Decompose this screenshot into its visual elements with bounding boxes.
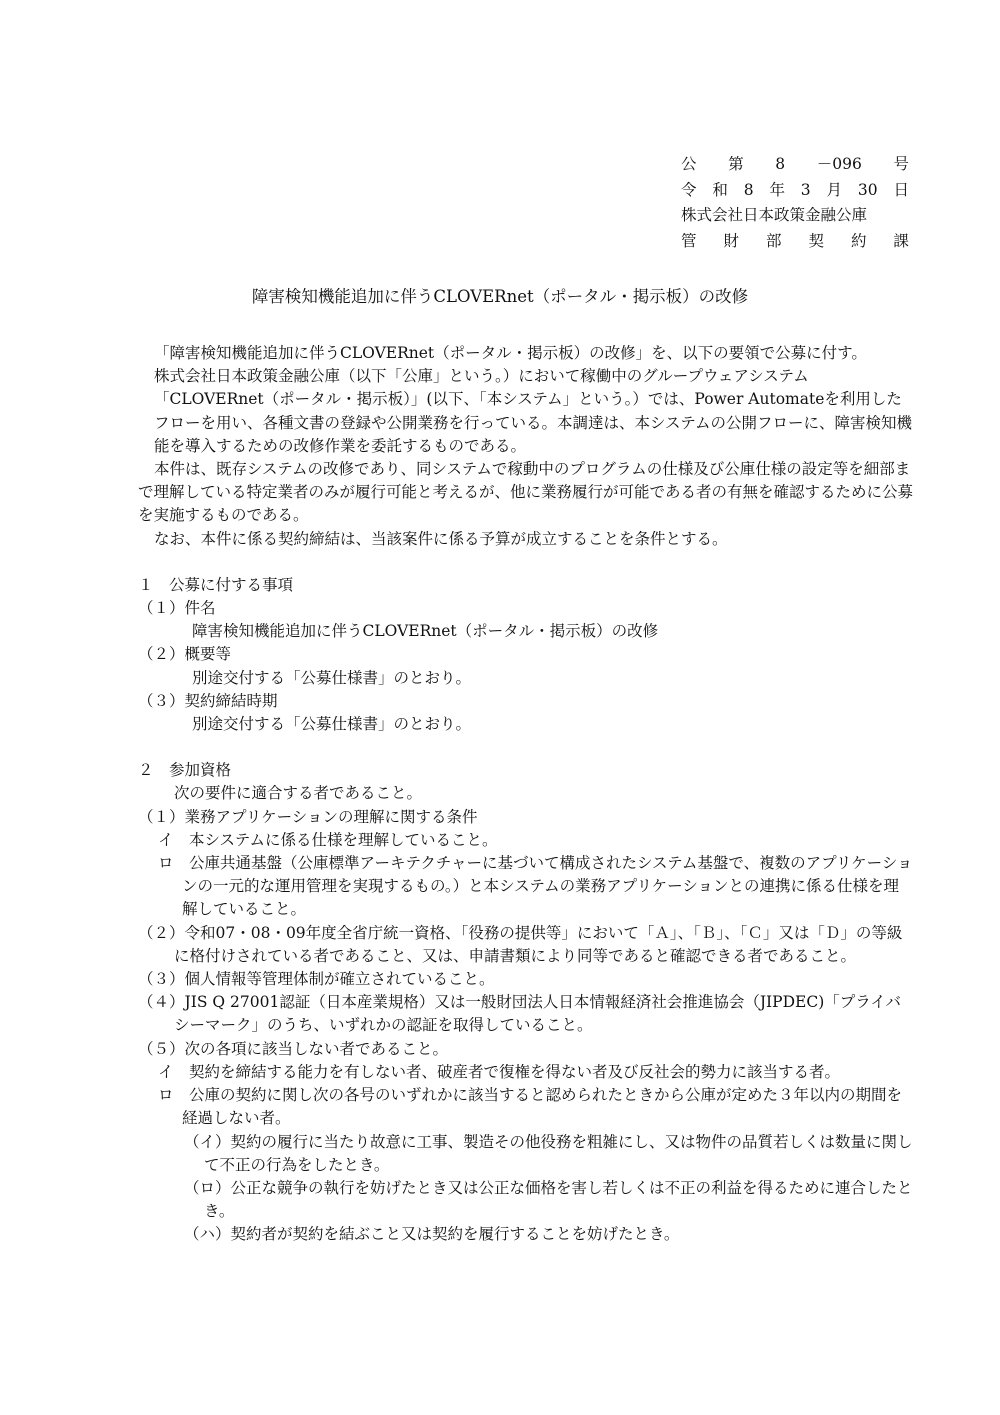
- sub-sub-item: （ハ）契約者が契約を結ぶこと又は契約を履行することを妨げたとき。: [184, 1225, 680, 1244]
- section-lead: 次の要件に適合する者であること。: [174, 784, 423, 803]
- sub-item: イ 契約を締結する能力を有しない者、破産者で復権を得ない者及び反社会的勢力に該当する者。: [158, 1062, 841, 1081]
- intro-paragraph: 「障害検知機能追加に伴うCLOVERnet（ポータル・掲示板）の改修」を、以下の要領で公募に付す。: [154, 344, 867, 362]
- intro-paragraph: なお、本件に係る契約締結は、当該案件に係る予算が成立することを条件とする。: [154, 529, 728, 548]
- document-body: [138, 342, 913, 1247]
- qualification-item: （３）個人情報等管理体制が確立されていること。: [138, 970, 495, 989]
- item-label: （１）業務アプリケーションの理解に関する条件: [138, 807, 478, 826]
- sub-sub-item: （イ）契約の履行に当たり故意に工事、製造その他役務を粗雑にし、又は物件の品質若しくは数量に関して不正の行為をしたとき。: [184, 1132, 913, 1174]
- document-number: 公 第 8 －096 号: [681, 155, 909, 173]
- sub-item: ロ 公庫の契約に関し次の各号のいずれかに該当すると認められたときから公庫が定めた３年以内の期間を経過しない者。: [158, 1086, 903, 1128]
- item-text: 別途交付する「公募仕様書」のとおり。: [192, 715, 472, 734]
- intro-paragraph: 本件は、既存システムの改修であり、同システムで稼動中のプログラムの仕様及び公庫仕様の設定等を細部まで理解している特定業者のみが履行可能と考えるが、他に業務履行が可能である者の有無を確認するために公募を実施するものである。: [138, 460, 914, 525]
- item-text: 障害検知機能追加に伴うCLOVERnet（ポータル・掲示板）の改修: [192, 622, 659, 641]
- qualification-item: （２）令和07・08・09年度全省庁統一資格、「役務の提供等」において「Ａ」、「Ｂ」、「Ｃ」又は「Ｄ」の等級に格付けされている者であること、又は、申請書類により同等であると確認できる者であること。: [138, 923, 903, 965]
- document-header: [681, 152, 909, 254]
- issuer-department: 管 財 部 契 約 課: [681, 231, 909, 250]
- section-heading: ２ 参加資格: [138, 761, 232, 780]
- intro-paragraph: 株式会社日本政策金融公庫（以下「公庫」という。）において稼働中のグループウェアシステム「CLOVERnet（ポータル・掲示板）」(以下、「本システム」という。）では、Power Automateを利用したフローを用い、各種文書の登録や公開業務を行っている。本調達は、本システムの公開フローに、障害検知機能を導入するための改修作業を委託するものである。: [154, 367, 912, 455]
- item-label: （１）件名: [138, 599, 216, 618]
- item-text: 別途交付する「公募仕様書」のとおり。: [192, 668, 472, 687]
- issuer-organization: 株式会社日本政策金融公庫: [681, 206, 868, 224]
- qualification-item: （４）JIS Q 27001認証（日本産業規格）又は一般財団法人日本情報経済社会推進協会（JIPDEC)「プライバシーマーク」のうち、いずれかの認証を取得していること。: [138, 993, 901, 1035]
- sub-item: ロ 公庫共通基盤（公庫標準アーキテクチャーに基づいて構成されたシステム基盤で、複数のアプリケーションの一元的な運用管理を実現するもの。）と本システムの業務アプリケーションとの連携に係る仕様を理解していること。: [158, 854, 913, 919]
- item-label: （２）概要等: [138, 645, 232, 664]
- document-date: 令 和 8 年 3 月 30 日: [681, 180, 909, 199]
- section-heading: １ 公募に付する事項: [138, 575, 294, 594]
- item-label: （３）契約締結時期: [138, 691, 278, 710]
- sub-sub-item: （ロ）公正な競争の執行を妨げたとき又は公正な価格を害し若しくは不正の利益を得るために連合したとき。: [184, 1178, 913, 1221]
- sub-item: イ 本システムに係る仕様を理解していること。: [158, 830, 498, 849]
- document-title: 障害検知機能追加に伴うCLOVERnet（ポータル・掲示板）の改修: [251, 287, 749, 306]
- item-label: （５）次の各項に該当しない者であること。: [138, 1039, 449, 1058]
